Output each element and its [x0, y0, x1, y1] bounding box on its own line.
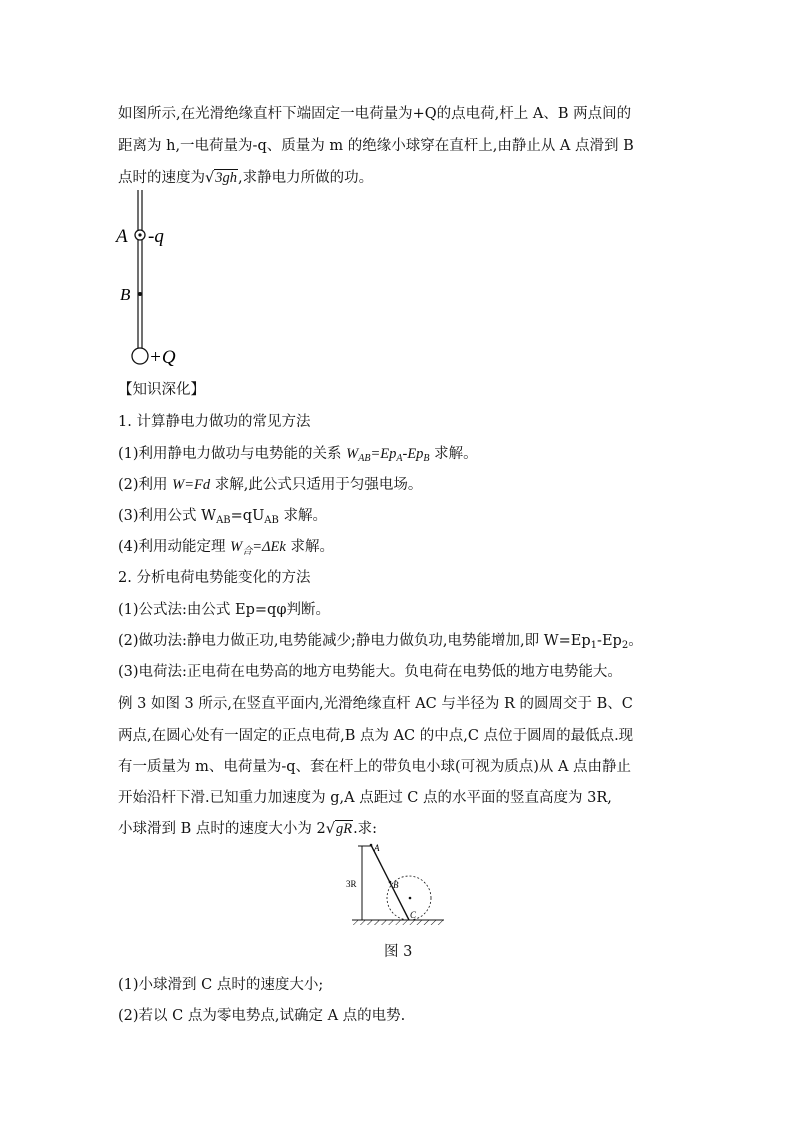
point-B-dot — [389, 881, 392, 884]
section1-title: 1. 计算静电力做功的常见方法 — [118, 414, 311, 430]
sub-AB: AB — [358, 453, 371, 464]
method2-2 — [118, 629, 643, 651]
point-A-dot — [370, 844, 373, 847]
label-minus-q: -q — [148, 226, 164, 247]
knowledge-heading: 【知识深化】 — [118, 382, 205, 398]
formula-delta-Ek: =ΔEk — [252, 539, 286, 555]
problem1-line3 — [118, 166, 373, 187]
example3-line5-post: .求: — [353, 821, 378, 837]
label-B: B — [120, 285, 131, 304]
formula-qU: =qU — [230, 508, 265, 524]
ball-center-dot — [138, 233, 141, 236]
problem1-line3-post: ,求静电力所做的功。 — [238, 170, 374, 186]
sub-B: B — [423, 453, 430, 464]
label-fig-B: B — [393, 880, 399, 890]
formula-W-Fd: W=Fd — [172, 477, 211, 493]
example3-line5-pre: 小球滑到 B 点时的速度大小为 2 — [118, 821, 326, 837]
method-1-text: (1)利用静电力做功与电势能的关系 — [118, 446, 347, 462]
method-3-post: 求解。 — [278, 508, 327, 524]
sub-1: 1 — [590, 640, 598, 651]
label-3R: 3R — [346, 879, 357, 889]
method-2 — [118, 473, 422, 494]
sqrt-radicand: 3gh — [215, 170, 237, 186]
method-1 — [118, 442, 478, 464]
sqrt-expression: √3gh — [205, 170, 237, 186]
method-3-pre: (3)利用公式 W — [118, 508, 217, 524]
problem1-line1: 如图所示,在光滑绝缘直杆下端固定一电荷量为+Q的点电荷,杆上 A、B 两点间的 — [118, 106, 632, 122]
figure3-caption: 图 3 — [384, 944, 413, 960]
method2-2-pre: (2)做功法:静电力做正功,电势能减少;静电力做负功,电势能增加,即 W=Ep — [118, 633, 591, 649]
method2-1: (1)公式法:由公式 Ep=qφ判断。 — [118, 602, 330, 618]
method2-3: (3)电荷法:正电荷在电势高的地方电势能大。负电荷在电势低的地方电势能大。 — [118, 664, 622, 680]
method-4 — [118, 535, 334, 557]
method-1-post: 求解。 — [429, 446, 478, 462]
sqrt-radicand-gR: gR — [335, 821, 353, 837]
example3-line2: 两点,在圆心处有一固定的正点电荷,B 点为 AC 的中点,C 点位于圆周的最低点.现 — [118, 728, 634, 744]
ground-hatch — [352, 920, 444, 925]
formula-eq: =Ep — [370, 446, 397, 462]
method2-2-post: 。 — [628, 633, 643, 649]
label-A: A — [116, 226, 128, 247]
question-2: (2)若以 C 点为零电势点,试确定 A 点的电势. — [118, 1008, 406, 1024]
sub-AB: AB — [216, 515, 231, 526]
method-2-pre: (2)利用 — [118, 477, 173, 493]
question-1: (1)小球滑到 C 点时的速度大小; — [118, 977, 324, 993]
example3-line4: 开始沿杆下滑.已知重力加速度为 g,A 点距过 C 点的水平面的竖直高度为 3R, — [118, 790, 612, 806]
formula-W: W — [346, 446, 359, 462]
formula-W-total: W — [230, 539, 243, 555]
formula-Ep: -Ep — [597, 633, 622, 649]
method-4-pre: (4)利用动能定理 — [118, 539, 231, 555]
label-fig-C: C — [410, 910, 417, 920]
example3-line5 — [118, 817, 377, 838]
example3-line1: 例 3 如图 3 所示,在竖直平面内,光滑绝缘直杆 AC 与半径为 R 的圆周交于 B、C — [118, 696, 633, 712]
method-2-post: 求解,此公式只适用于匀强电场。 — [210, 477, 423, 493]
sub-A: A — [396, 453, 403, 464]
problem1-line3-pre: 点时的速度为 — [118, 170, 205, 186]
method-4-post: 求解。 — [285, 539, 334, 555]
center-charge-dot — [409, 897, 412, 900]
sub-2: 2 — [621, 640, 629, 651]
charge-plus-Q — [132, 348, 148, 364]
figure3 — [346, 840, 456, 930]
sqrt-gR: √gR — [325, 821, 353, 837]
label-plus-Q: +Q — [149, 347, 176, 368]
label-fig-A: A — [374, 843, 380, 853]
sub-AB: AB — [264, 515, 279, 526]
example3-line3: 有一质量为 m、电荷量为-q、套在杆上的带负电小球(可视为质点)从 A 点由静止 — [118, 759, 632, 775]
section2-title: 2. 分析电荷电势能变化的方法 — [118, 570, 311, 586]
formula-minus: -Ep — [402, 446, 424, 462]
sub-he: 合 — [242, 546, 253, 557]
method-3 — [118, 504, 327, 526]
point-B-dot — [138, 292, 142, 296]
problem1-line2: 距离为 h,一电荷量为-q、质量为 m 的绝缘小球穿在直杆上,由静止从 A 点滑到 B — [118, 138, 634, 154]
figure-rod — [110, 190, 210, 370]
